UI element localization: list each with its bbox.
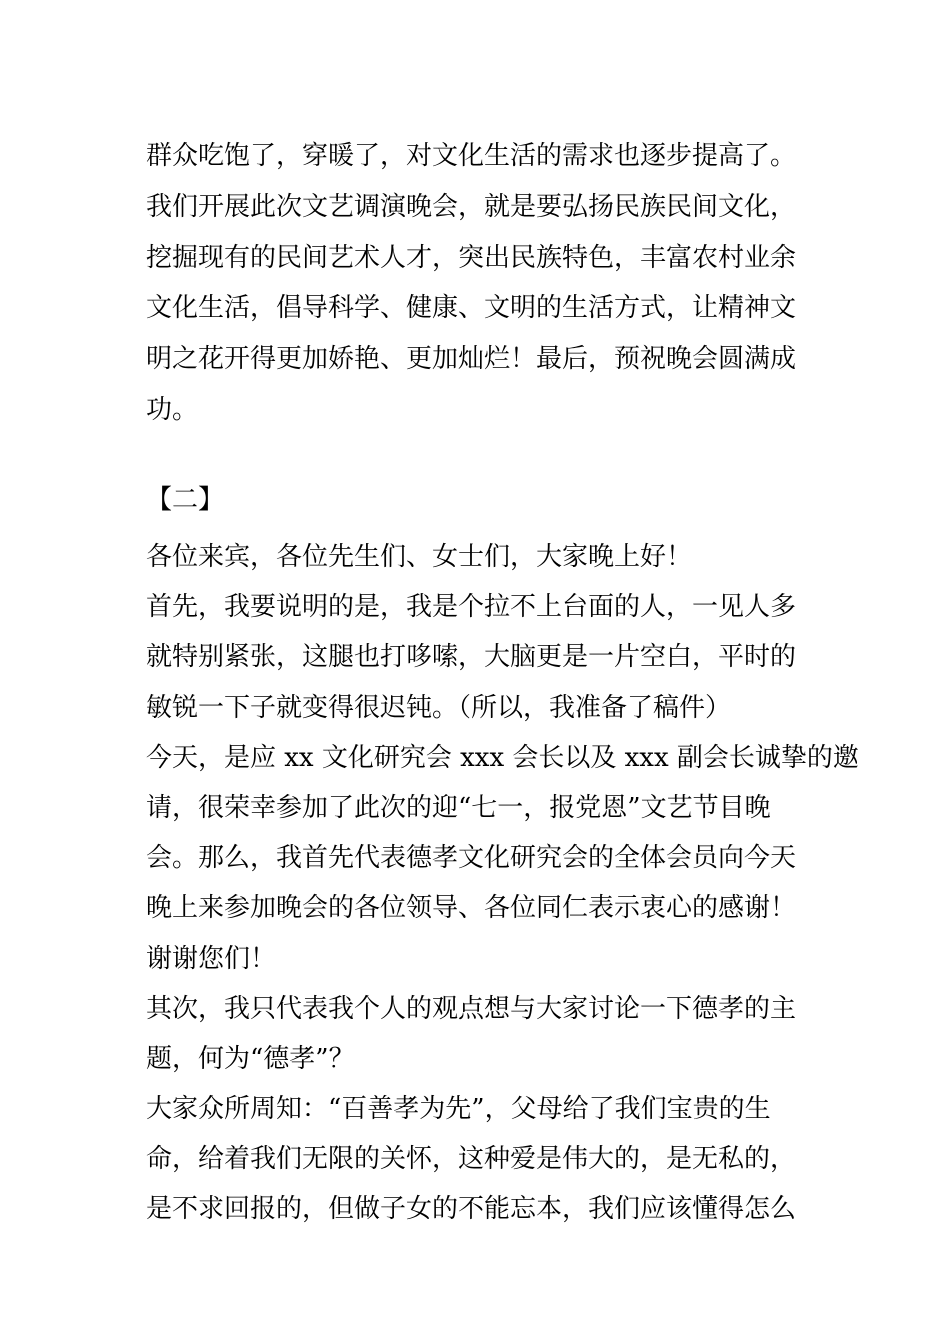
- section-2-paragraph: [146, 532, 859, 1235]
- text-line: 首先，我要说明的是，我是个拉不上台面的人，一见人多: [146, 592, 797, 623]
- text-line: 会。那么，我首先代表德孝文化研究会的全体会员向今天: [146, 843, 797, 874]
- text-line: 就特别紧张，这腿也打哆嗦，大脑更是一片空白，平时的: [146, 642, 797, 673]
- text-line: 题，何为“德孝”？: [146, 1043, 355, 1074]
- section-2-heading: 【二】: [146, 485, 225, 515]
- text-line: 今天，是应 xx 文化研究会 xxx 会长以及 xxx 副会长诚挚的邀: [146, 742, 859, 773]
- text-line: 文化生活，倡导科学、健康、文明的生活方式，让精神文: [146, 293, 797, 324]
- text-line: 大家众所周知：“百善孝为先”，父母给了我们宝贵的生: [146, 1094, 771, 1125]
- text-line: 明之花开得更加娇艳、更加灿烂！最后，预祝晚会圆满成: [146, 344, 797, 375]
- text-line: 我们开展此次文艺调演晚会，就是要弘扬民族民间文化，: [146, 191, 797, 222]
- text-line: 功。: [146, 394, 199, 425]
- text-line: 是不求回报的，但做子女的不能忘本，我们应该懂得怎么: [146, 1194, 797, 1225]
- text-line: 敏锐一下子就变得很迟钝。（所以，我准备了稿件）: [146, 692, 732, 723]
- text-line: 其次，我只代表我个人的观点想与大家讨论一下德孝的主: [146, 993, 797, 1024]
- text-line: 请，很荣幸参加了此次的迎“七一，报党恩”文艺节目晚: [146, 792, 771, 823]
- text-line: 挖掘现有的民间艺术人才，突出民族特色，丰富农村业余: [146, 242, 797, 273]
- text-line: 命，给着我们无限的关怀，这种爱是伟大的，是无私的，: [146, 1144, 797, 1175]
- text-line: 谢谢您们！: [146, 943, 277, 974]
- section-1-paragraph: [146, 131, 810, 436]
- text-line: 各位来宾，各位先生们、女士们，大家晚上好！: [146, 542, 693, 572]
- text-line: 群众吃饱了，穿暖了，对文化生活的需求也逐步提高了。: [146, 141, 797, 171]
- text-line: 晚上来参加晚会的各位领导、各位同仁表示衷心的感谢！: [146, 893, 797, 924]
